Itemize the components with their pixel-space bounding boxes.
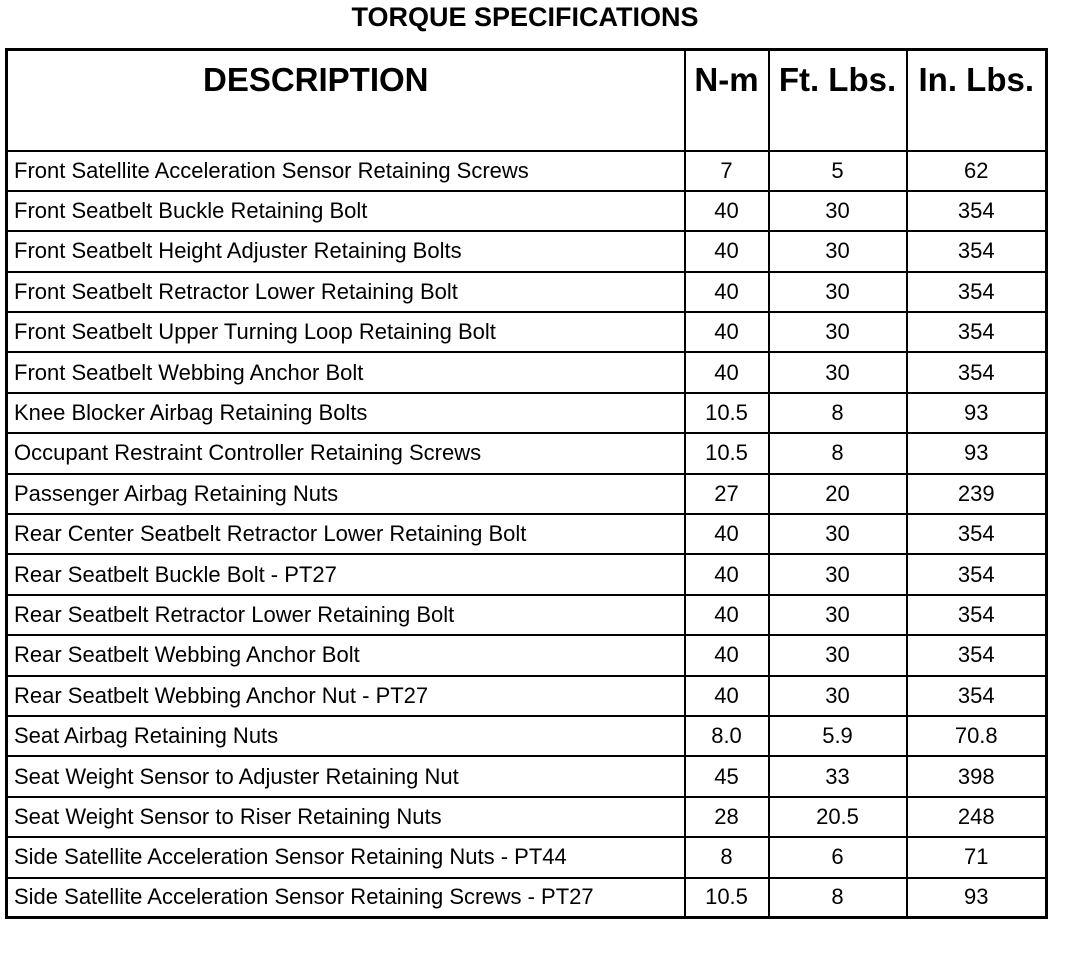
description-cell: Rear Seatbelt Retractor Lower Retaining Bolt [7, 595, 685, 635]
table-row [7, 191, 1047, 231]
description-cell: Side Satellite Acceleration Sensor Retaining Nuts - PT44 [7, 837, 685, 877]
in-lbs-cell: 62 [907, 151, 1047, 191]
column-header-in-lbs: In. Lbs. [907, 50, 1047, 151]
table-row [7, 231, 1047, 271]
nm-cell: 45 [685, 756, 769, 796]
description-cell: Passenger Airbag Retaining Nuts [7, 474, 685, 514]
ft-lbs-cell: 6 [769, 837, 907, 877]
table-body [7, 151, 1047, 918]
nm-cell: 28 [685, 797, 769, 837]
in-lbs-cell: 71 [907, 837, 1047, 877]
nm-cell: 40 [685, 635, 769, 675]
table-row [7, 878, 1047, 918]
description-cell: Seat Airbag Retaining Nuts [7, 716, 685, 756]
ft-lbs-cell: 5.9 [769, 716, 907, 756]
in-lbs-cell: 354 [907, 676, 1047, 716]
table-row [7, 756, 1047, 796]
nm-cell: 27 [685, 474, 769, 514]
in-lbs-cell: 93 [907, 393, 1047, 433]
ft-lbs-cell: 5 [769, 151, 907, 191]
description-cell: Front Seatbelt Retractor Lower Retaining Bolt [7, 272, 685, 312]
description-cell: Front Seatbelt Webbing Anchor Bolt [7, 352, 685, 392]
description-cell: Occupant Restraint Controller Retaining Screws [7, 433, 685, 473]
in-lbs-cell: 354 [907, 231, 1047, 271]
column-header-nm: N-m [685, 50, 769, 151]
nm-cell: 40 [685, 554, 769, 594]
ft-lbs-cell: 33 [769, 756, 907, 796]
ft-lbs-cell: 8 [769, 393, 907, 433]
description-cell: Seat Weight Sensor to Riser Retaining Nuts [7, 797, 685, 837]
ft-lbs-cell: 30 [769, 191, 907, 231]
description-cell: Rear Center Seatbelt Retractor Lower Retaining Bolt [7, 514, 685, 554]
page-title: TORQUE SPECIFICATIONS [351, 2, 699, 32]
in-lbs-cell: 354 [907, 554, 1047, 594]
column-header-ft-lbs: Ft. Lbs. [769, 50, 907, 151]
table-row [7, 595, 1047, 635]
torque-spec-table [5, 48, 1048, 919]
table-row [7, 352, 1047, 392]
table-row [7, 676, 1047, 716]
nm-cell: 40 [685, 352, 769, 392]
nm-cell: 40 [685, 231, 769, 271]
description-cell: Side Satellite Acceleration Sensor Retaining Screws - PT27 [7, 878, 685, 918]
nm-cell: 40 [685, 676, 769, 716]
table-row [7, 474, 1047, 514]
nm-cell: 40 [685, 514, 769, 554]
table-row [7, 272, 1047, 312]
column-header-description: DESCRIPTION [7, 50, 685, 151]
in-lbs-cell: 354 [907, 312, 1047, 352]
table-row [7, 554, 1047, 594]
ft-lbs-cell: 30 [769, 231, 907, 271]
table-row [7, 837, 1047, 877]
table-row [7, 797, 1047, 837]
description-cell: Front Satellite Acceleration Sensor Retaining Screws [7, 151, 685, 191]
description-cell: Front Seatbelt Upper Turning Loop Retaining Bolt [7, 312, 685, 352]
in-lbs-cell: 398 [907, 756, 1047, 796]
nm-cell: 8.0 [685, 716, 769, 756]
ft-lbs-cell: 8 [769, 433, 907, 473]
ft-lbs-cell: 30 [769, 272, 907, 312]
table-row [7, 151, 1047, 191]
in-lbs-cell: 354 [907, 352, 1047, 392]
in-lbs-cell: 354 [907, 272, 1047, 312]
nm-cell: 7 [685, 151, 769, 191]
in-lbs-cell: 70.8 [907, 716, 1047, 756]
description-cell: Seat Weight Sensor to Adjuster Retaining Nut [7, 756, 685, 796]
ft-lbs-cell: 20 [769, 474, 907, 514]
nm-cell: 10.5 [685, 433, 769, 473]
in-lbs-cell: 93 [907, 433, 1047, 473]
ft-lbs-cell: 30 [769, 312, 907, 352]
nm-cell: 40 [685, 312, 769, 352]
in-lbs-cell: 354 [907, 635, 1047, 675]
in-lbs-cell: 354 [907, 514, 1047, 554]
ft-lbs-cell: 30 [769, 676, 907, 716]
ft-lbs-cell: 30 [769, 635, 907, 675]
nm-cell: 40 [685, 595, 769, 635]
ft-lbs-cell: 8 [769, 878, 907, 918]
in-lbs-cell: 93 [907, 878, 1047, 918]
nm-cell: 10.5 [685, 393, 769, 433]
in-lbs-cell: 239 [907, 474, 1047, 514]
description-cell: Rear Seatbelt Buckle Bolt - PT27 [7, 554, 685, 594]
nm-cell: 40 [685, 272, 769, 312]
table-row [7, 312, 1047, 352]
nm-cell: 10.5 [685, 878, 769, 918]
description-cell: Front Seatbelt Buckle Retaining Bolt [7, 191, 685, 231]
nm-cell: 8 [685, 837, 769, 877]
ft-lbs-cell: 30 [769, 352, 907, 392]
in-lbs-cell: 248 [907, 797, 1047, 837]
ft-lbs-cell: 20.5 [769, 797, 907, 837]
table-row [7, 393, 1047, 433]
ft-lbs-cell: 30 [769, 514, 907, 554]
in-lbs-cell: 354 [907, 191, 1047, 231]
description-cell: Front Seatbelt Height Adjuster Retaining Bolts [7, 231, 685, 271]
ft-lbs-cell: 30 [769, 554, 907, 594]
in-lbs-cell: 354 [907, 595, 1047, 635]
table-row [7, 433, 1047, 473]
ft-lbs-cell: 30 [769, 595, 907, 635]
description-cell: Knee Blocker Airbag Retaining Bolts [7, 393, 685, 433]
table-row [7, 716, 1047, 756]
table-row [7, 514, 1047, 554]
header-row [7, 50, 1047, 151]
description-cell: Rear Seatbelt Webbing Anchor Nut - PT27 [7, 676, 685, 716]
table-row [7, 635, 1047, 675]
nm-cell: 40 [685, 191, 769, 231]
description-cell: Rear Seatbelt Webbing Anchor Bolt [7, 635, 685, 675]
